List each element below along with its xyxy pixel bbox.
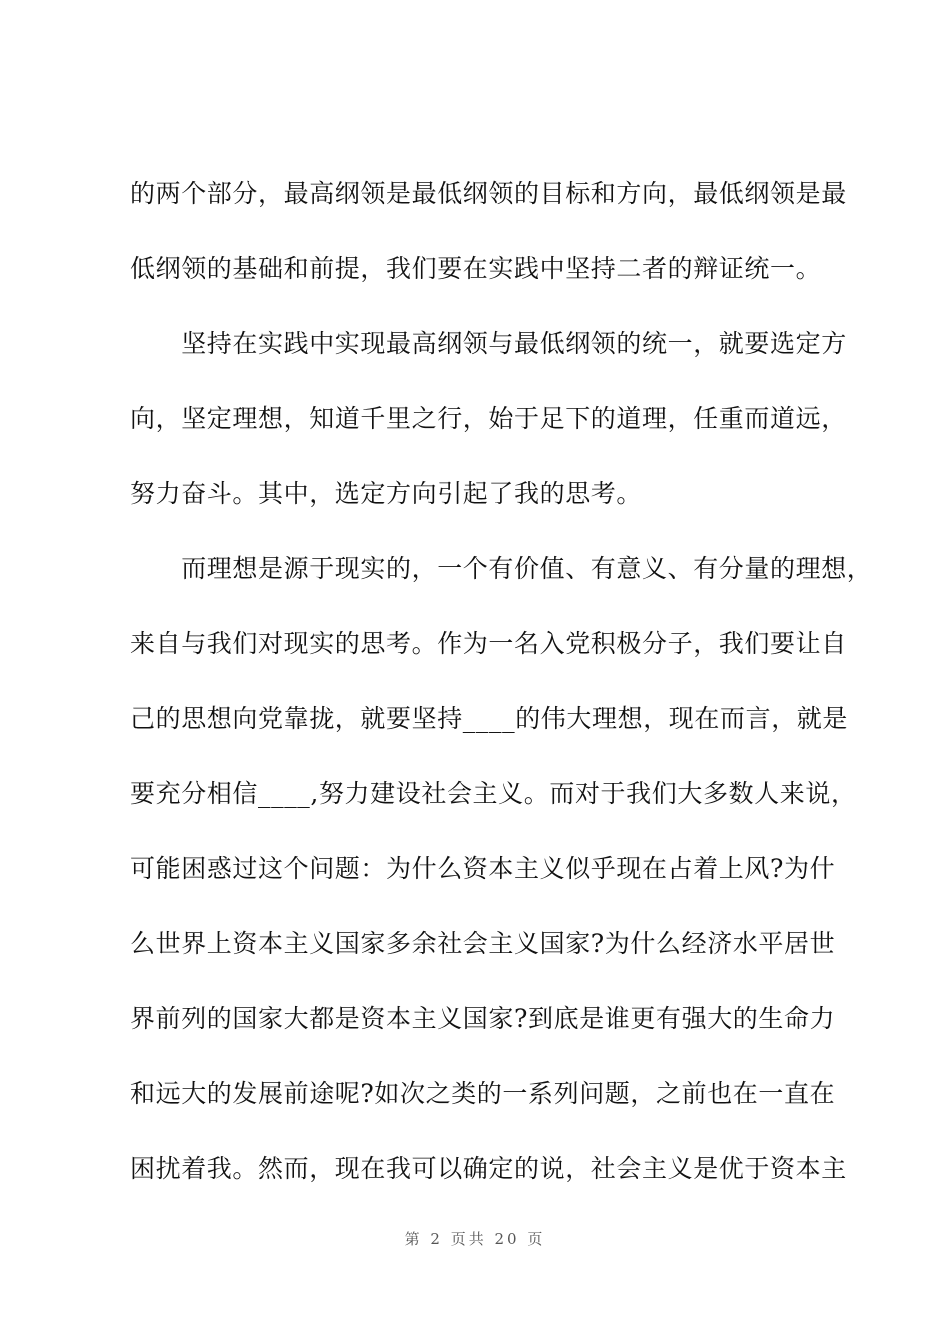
text-line: 坚持在实践中实现最高纲领与最低纲领的统一，就要选定方 [130, 329, 847, 358]
text-line: 么世界上资本主义国家多余社会主义国家?为什么经济水平居世 [130, 929, 836, 958]
text-line: 的两个部分，最高纲领是最低纲领的目标和方向，最低纲领是最 [130, 179, 847, 208]
text-line: 而理想是源于现实的，一个有价值、有意义、有分量的理想， [130, 554, 873, 583]
text-line: 要充分相信____,努力建设社会主义。而对于我们大多数人来说， [130, 779, 857, 808]
text-line: 向，坚定理想，知道千里之行，始于足下的道理，任重而道远， [130, 404, 847, 433]
text-line: 困扰着我。然而，现在我可以确定的说，社会主义是优于资本主 [130, 1154, 847, 1183]
text-line: 和远大的发展前途呢?如次之类的一系列问题，之前也在一直在 [130, 1079, 836, 1108]
page-number-footer: 第 2 页共 20 页 [404, 1230, 546, 1248]
text-line: 低纲领的基础和前提，我们要在实践中坚持二者的辩证统一。 [130, 254, 822, 283]
text-line: 可能困惑过这个问题：为什么资本主义似乎现在占着上风?为什 [130, 854, 836, 883]
text-line: 来自与我们对现实的思考。作为一名入党积极分子，我们要让自 [130, 629, 847, 658]
text-line: 界前列的国家大都是资本主义国家?到底是谁更有强大的生命力 [130, 1004, 836, 1033]
text-line: 己的思想向党靠拢，就要坚持____的伟大理想，现在而言，就是 [130, 704, 849, 733]
text-line: 努力奋斗。其中，选定方向引起了我的思考。 [130, 479, 643, 508]
